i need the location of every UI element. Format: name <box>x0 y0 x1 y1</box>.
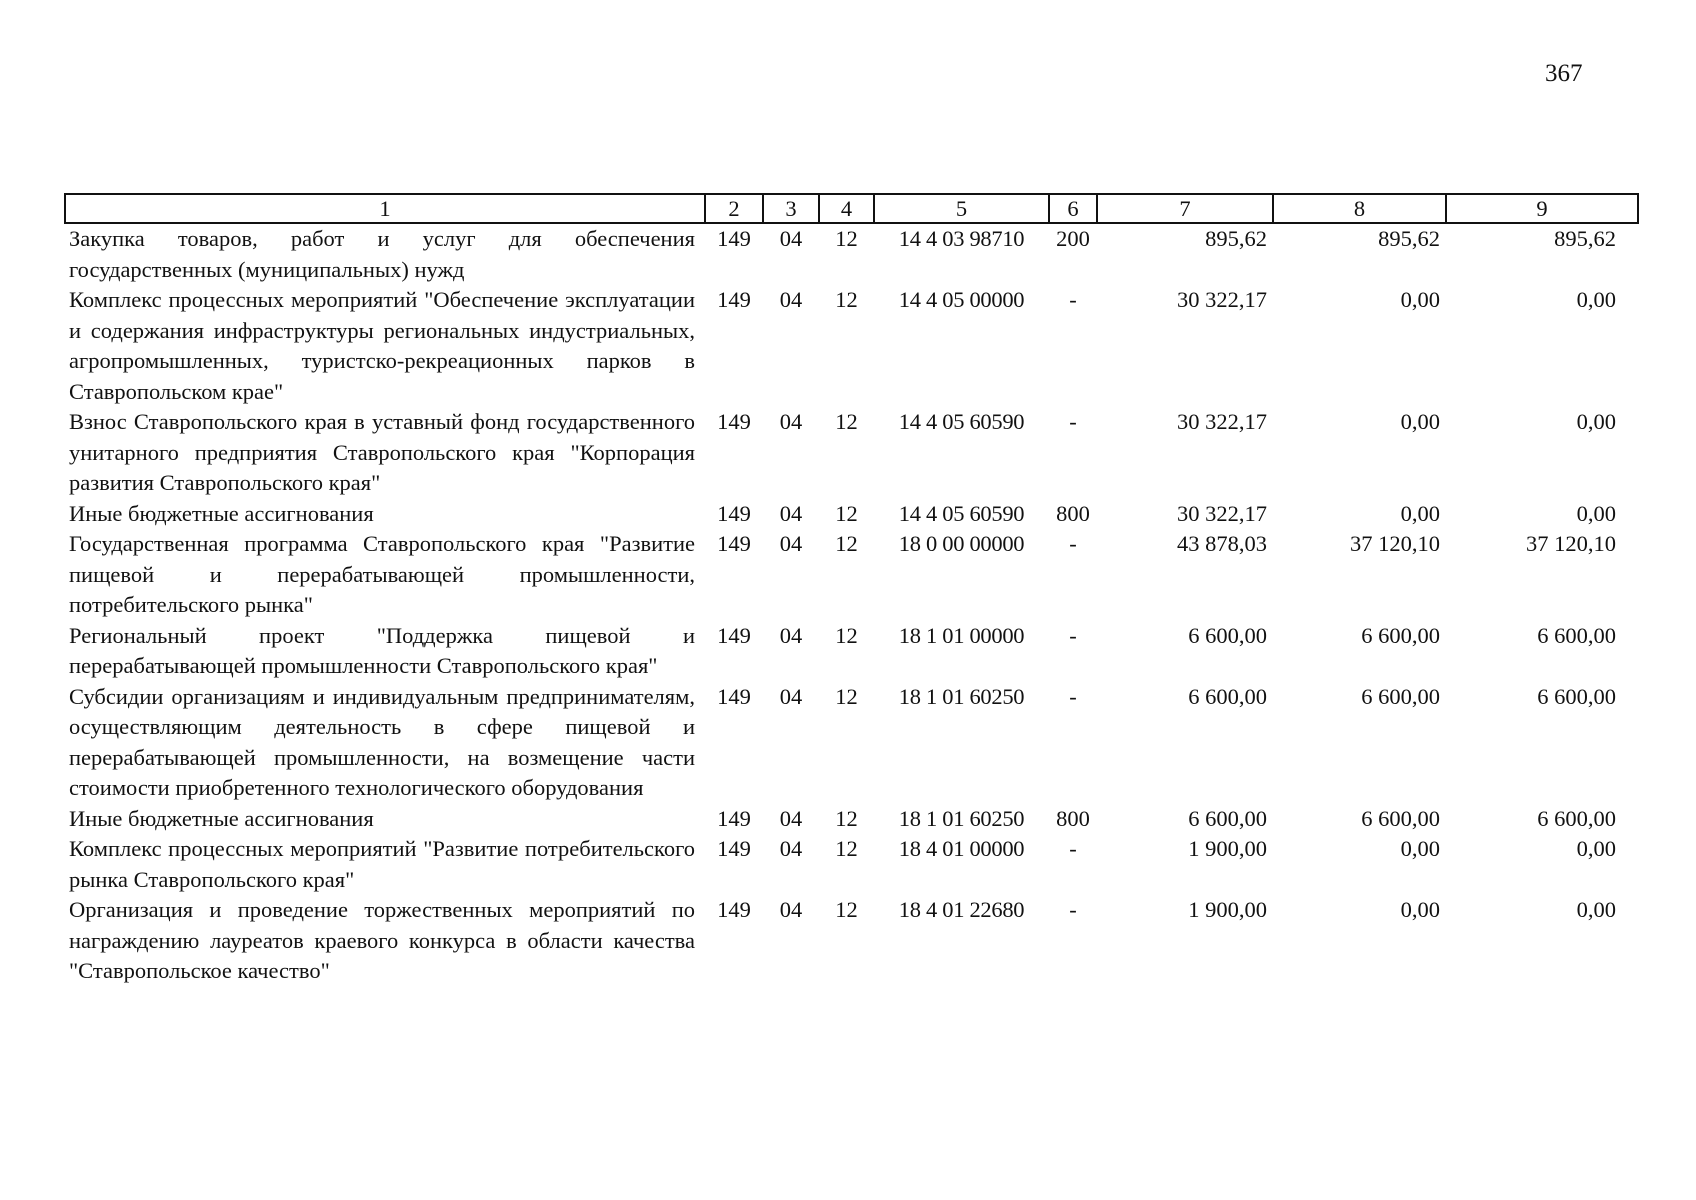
row-col-2: 149 <box>717 531 751 556</box>
row-col-2: 149 <box>717 500 751 526</box>
table-body <box>65 223 1638 987</box>
column-header: 7 <box>1097 194 1273 223</box>
row-col-3: 04 <box>779 897 803 922</box>
row-col-6: 800 <box>1056 500 1090 526</box>
row-col-6: - <box>1069 683 1077 709</box>
row-col-9: 0,00 <box>1576 836 1616 861</box>
row-col-5: 14 4 05 60590 <box>898 409 1025 434</box>
row-col-9: 0,00 <box>1576 287 1616 312</box>
row-col-2: 149 <box>717 836 751 861</box>
row-col-9: 0,00 <box>1576 897 1616 922</box>
column-header: 4 <box>819 194 874 223</box>
row-col-6: - <box>1069 622 1077 648</box>
row-col-8: 6 600,00 <box>1361 683 1440 709</box>
row-col-9: 6 600,00 <box>1537 805 1616 831</box>
row-col-8: 6 600,00 <box>1361 805 1440 831</box>
row-col-3: 04 <box>779 226 803 251</box>
table-row <box>65 895 1638 987</box>
row-col-8: 0,00 <box>1400 897 1440 922</box>
row-col-8: 0,00 <box>1400 287 1440 312</box>
row-name: Субсидии организациям и индивидуальным предпринимателям, осуществляющим деятельность в сфере пищевой и перерабатывающей промышленности, на возмещение части стоимости приобретенного технологического оборудования <box>69 683 695 800</box>
row-col-8: 0,00 <box>1400 500 1440 526</box>
row-col-8: 895,62 <box>1378 226 1440 251</box>
row-name: Организация и проведение торжественных мероприятий по награждению лауреатов краевого конкурса в области качества "Ставропольское качество" <box>69 897 695 983</box>
row-col-8: 6 600,00 <box>1361 622 1440 648</box>
table-row <box>65 285 1638 407</box>
row-col-3: 04 <box>779 287 803 312</box>
row-col-5: 14 4 05 60590 <box>898 500 1025 526</box>
row-col-4: 12 <box>835 683 858 709</box>
row-col-2: 149 <box>717 683 751 709</box>
page-number: 367 <box>1545 60 1583 87</box>
table-header-row <box>65 194 1638 223</box>
column-header: 3 <box>763 194 819 223</box>
table-row <box>65 407 1638 499</box>
row-col-2: 149 <box>717 287 751 312</box>
row-col-4: 12 <box>835 622 858 648</box>
row-col-4: 12 <box>835 531 858 556</box>
row-col-2: 149 <box>717 897 751 922</box>
row-col-6: 800 <box>1056 805 1090 831</box>
row-col-7: 1 900,00 <box>1188 897 1267 922</box>
row-name: Закупка товаров, работ и услуг для обеспечения государственных (муниципальных) нужд <box>69 226 695 282</box>
row-col-7: 30 322,17 <box>1177 500 1267 526</box>
row-col-3: 04 <box>779 805 803 831</box>
row-name: Комплекс процессных мероприятий "Обеспечение эксплуатации и содержания инфраструктуры региональных индустриальных, агропромышленных, туристско-рекреационных парков в Ставропольском крае" <box>69 287 695 404</box>
table-row <box>65 223 1638 285</box>
row-col-5: 18 1 01 60250 <box>898 805 1025 831</box>
row-col-6: 200 <box>1056 226 1090 251</box>
row-col-9: 0,00 <box>1576 500 1616 526</box>
row-col-5: 18 1 01 60250 <box>898 683 1025 709</box>
column-header: 6 <box>1049 194 1097 223</box>
row-col-4: 12 <box>835 287 858 312</box>
row-col-7: 6 600,00 <box>1188 805 1267 831</box>
row-col-9: 37 120,10 <box>1526 531 1616 556</box>
budget-table <box>64 193 1639 987</box>
row-name: Взнос Ставропольского края в уставный фонд государственного унитарного предприятия Ставропольского края "Корпорация развития Ставропольского края" <box>69 409 695 495</box>
row-col-5: 18 0 00 00000 <box>898 531 1025 556</box>
row-col-9: 0,00 <box>1576 409 1616 434</box>
row-col-7: 43 878,03 <box>1177 531 1267 556</box>
row-name: Иные бюджетные ассигнования <box>69 805 374 831</box>
row-col-4: 12 <box>835 897 858 922</box>
row-name: Региональный проект "Поддержка пищевой и перерабатывающей промышленности Ставропольского края" <box>69 622 695 678</box>
row-col-2: 149 <box>717 622 751 648</box>
row-col-2: 149 <box>717 226 751 251</box>
row-col-8: 0,00 <box>1400 409 1440 434</box>
row-col-3: 04 <box>779 500 803 526</box>
row-col-7: 1 900,00 <box>1188 836 1267 861</box>
row-col-6: - <box>1069 836 1077 861</box>
row-col-7: 895,62 <box>1205 226 1267 251</box>
row-col-5: 14 4 03 98710 <box>898 226 1025 251</box>
table-row <box>65 682 1638 804</box>
row-col-2: 149 <box>717 409 751 434</box>
row-name: Иные бюджетные ассигнования <box>69 500 374 526</box>
row-col-9: 6 600,00 <box>1537 683 1616 709</box>
table-row <box>65 621 1638 682</box>
row-col-6: - <box>1069 287 1077 312</box>
row-col-3: 04 <box>779 683 803 709</box>
row-name: Комплекс процессных мероприятий "Развитие потребительского рынка Ставропольского края" <box>69 836 695 892</box>
row-col-4: 12 <box>835 836 858 861</box>
column-header: 8 <box>1273 194 1446 223</box>
row-col-7: 6 600,00 <box>1188 683 1267 709</box>
row-col-9: 6 600,00 <box>1537 622 1616 648</box>
row-col-6: - <box>1069 409 1077 434</box>
row-col-7: 30 322,17 <box>1177 287 1267 312</box>
row-col-3: 04 <box>779 409 803 434</box>
table-row <box>65 499 1638 530</box>
row-col-3: 04 <box>779 836 803 861</box>
row-col-2: 149 <box>717 805 751 831</box>
row-col-3: 04 <box>779 531 803 556</box>
column-header: 5 <box>874 194 1049 223</box>
column-header: 1 <box>65 194 705 223</box>
row-col-9: 895,62 <box>1554 226 1616 251</box>
row-col-5: 18 4 01 22680 <box>898 897 1025 922</box>
column-header: 9 <box>1446 194 1638 223</box>
row-name: Государственная программа Ставропольского края "Развитие пищевой и перерабатывающей промышленности, потребительского рынка" <box>69 531 695 617</box>
column-header: 2 <box>705 194 763 223</box>
row-col-5: 18 1 01 00000 <box>898 622 1025 648</box>
table-row <box>65 834 1638 895</box>
row-col-5: 14 4 05 00000 <box>898 287 1025 312</box>
row-col-8: 37 120,10 <box>1350 531 1440 556</box>
row-col-4: 12 <box>835 226 858 251</box>
row-col-5: 18 4 01 00000 <box>898 836 1025 861</box>
row-col-8: 0,00 <box>1400 836 1440 861</box>
row-col-6: - <box>1069 531 1077 556</box>
row-col-7: 6 600,00 <box>1188 622 1267 648</box>
row-col-6: - <box>1069 897 1077 922</box>
row-col-4: 12 <box>835 409 858 434</box>
row-col-7: 30 322,17 <box>1177 409 1267 434</box>
row-col-4: 12 <box>835 805 858 831</box>
row-col-3: 04 <box>779 622 803 648</box>
table-row <box>65 804 1638 835</box>
table-row <box>65 529 1638 621</box>
row-col-4: 12 <box>835 500 858 526</box>
